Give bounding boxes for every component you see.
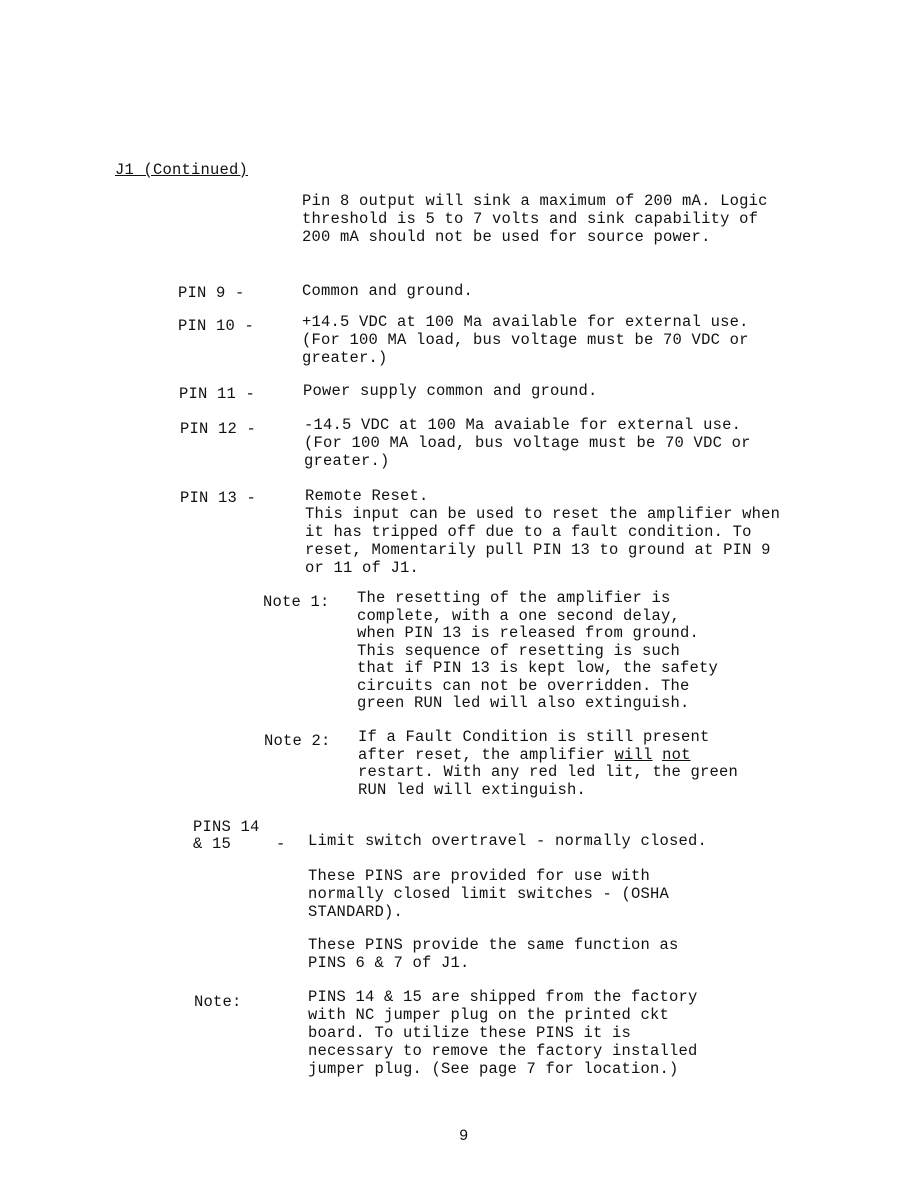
pins1415-label-line1: PINS 14 bbox=[193, 818, 260, 836]
note3-line: necessary to remove the factory installed bbox=[308, 1042, 698, 1060]
pin10-line: greater.) bbox=[302, 349, 388, 367]
section-heading: J1 (Continued) bbox=[115, 161, 249, 179]
para1-line: STANDARD). bbox=[308, 903, 404, 921]
pin13-line: Remote Reset. bbox=[305, 487, 429, 505]
intro-line: Pin 8 output will sink a maximum of 200 mA. Logic bbox=[302, 192, 768, 210]
note1-text bbox=[357, 590, 718, 713]
pin13-line: This input can be used to reset the amplifier when bbox=[305, 505, 781, 523]
pin11-description bbox=[303, 382, 598, 400]
page-number: 9 bbox=[459, 1127, 469, 1145]
note3-label: Note: bbox=[194, 993, 242, 1011]
pin13-line: it has tripped off due to a fault condition. To bbox=[305, 523, 752, 541]
pin12-line: -14.5 VDC at 100 Ma avaiable for external use. bbox=[304, 416, 742, 434]
para1-line: normally closed limit switches - (OSHA bbox=[308, 885, 670, 903]
pin12-line: greater.) bbox=[304, 452, 390, 470]
pin10-label: PIN 10 - bbox=[178, 317, 255, 335]
pins1415-dash: - bbox=[276, 835, 286, 853]
pin13-description bbox=[305, 487, 780, 577]
note1-line: green RUN led will also extinguish. bbox=[357, 694, 690, 712]
note3-line: with NC jumper plug on the printed ckt bbox=[308, 1006, 670, 1024]
note2-text bbox=[358, 729, 738, 799]
note2-line: If a Fault Condition is still present bbox=[358, 728, 710, 746]
pin12-description bbox=[304, 416, 751, 470]
emphasis-not: not bbox=[662, 745, 691, 764]
pin13-line: or 11 of J1. bbox=[305, 559, 420, 577]
note2-line-start: after reset, the amplifier bbox=[358, 745, 615, 764]
pins1415-label-line2: & 15 bbox=[193, 835, 232, 853]
note2-line bbox=[358, 747, 738, 765]
pin10-line: +14.5 VDC at 100 Ma available for external use. bbox=[302, 313, 749, 331]
note1-line: that if PIN 13 is kept low, the safety bbox=[357, 659, 719, 677]
note2-line: restart. With any red led lit, the green bbox=[358, 763, 739, 781]
emphasis-will: will bbox=[614, 745, 653, 764]
para1-line: These PINS are provided for use with bbox=[308, 867, 651, 885]
note2-line: RUN led will extinguish. bbox=[358, 780, 587, 799]
note1-line: The resetting of the amplifier is bbox=[357, 589, 671, 607]
pin10-description bbox=[302, 313, 749, 367]
para2-line: These PINS provide the same function as bbox=[308, 936, 679, 954]
note3-text bbox=[308, 988, 698, 1078]
note1-label: Note 1: bbox=[263, 593, 330, 611]
pin9-line: Common and ground. bbox=[302, 282, 474, 300]
note1-line: circuits can not be overridden. The bbox=[357, 676, 690, 695]
note3-line: board. To utilize these PINS it is bbox=[308, 1024, 632, 1042]
pin11-label: PIN 11 - bbox=[179, 385, 256, 403]
para2-line: PINS 6 & 7 of J1. bbox=[308, 954, 470, 972]
pin13-label: PIN 13 - bbox=[180, 489, 257, 507]
pin9-label: PIN 9 - bbox=[178, 284, 245, 302]
pin9-description bbox=[302, 282, 473, 300]
intro-paragraph bbox=[302, 192, 768, 246]
note2-label: Note 2: bbox=[264, 732, 331, 750]
note1-line: complete, with a one second delay, bbox=[357, 606, 681, 625]
pin11-line: Power supply common and ground. bbox=[303, 382, 598, 400]
pin10-line: (For 100 MA load, bus voltage must be 70 VDC or bbox=[302, 331, 749, 349]
note3-line: jumper plug. (See page 7 for location.) bbox=[308, 1060, 679, 1078]
note3-line: PINS 14 & 15 are shipped from the factory bbox=[308, 988, 698, 1006]
intro-line: 200 mA should not be used for source power. bbox=[302, 228, 711, 246]
pin13-line: reset, Momentarily pull PIN 13 to ground at PIN 9 bbox=[305, 541, 771, 559]
pin12-label: PIN 12 - bbox=[180, 420, 257, 438]
pin12-line: (For 100 MA load, bus voltage must be 70 VDC or bbox=[304, 434, 751, 452]
intro-line: threshold is 5 to 7 volts and sink capability of bbox=[302, 210, 759, 228]
pins1415-para1 bbox=[308, 867, 669, 921]
pins1415-para2 bbox=[308, 936, 679, 972]
note1-line: when PIN 13 is released from ground. bbox=[357, 624, 700, 642]
pins1415-description: Limit switch overtravel - normally closed. bbox=[308, 832, 708, 850]
note1-line: This sequence of resetting is such bbox=[357, 641, 681, 660]
